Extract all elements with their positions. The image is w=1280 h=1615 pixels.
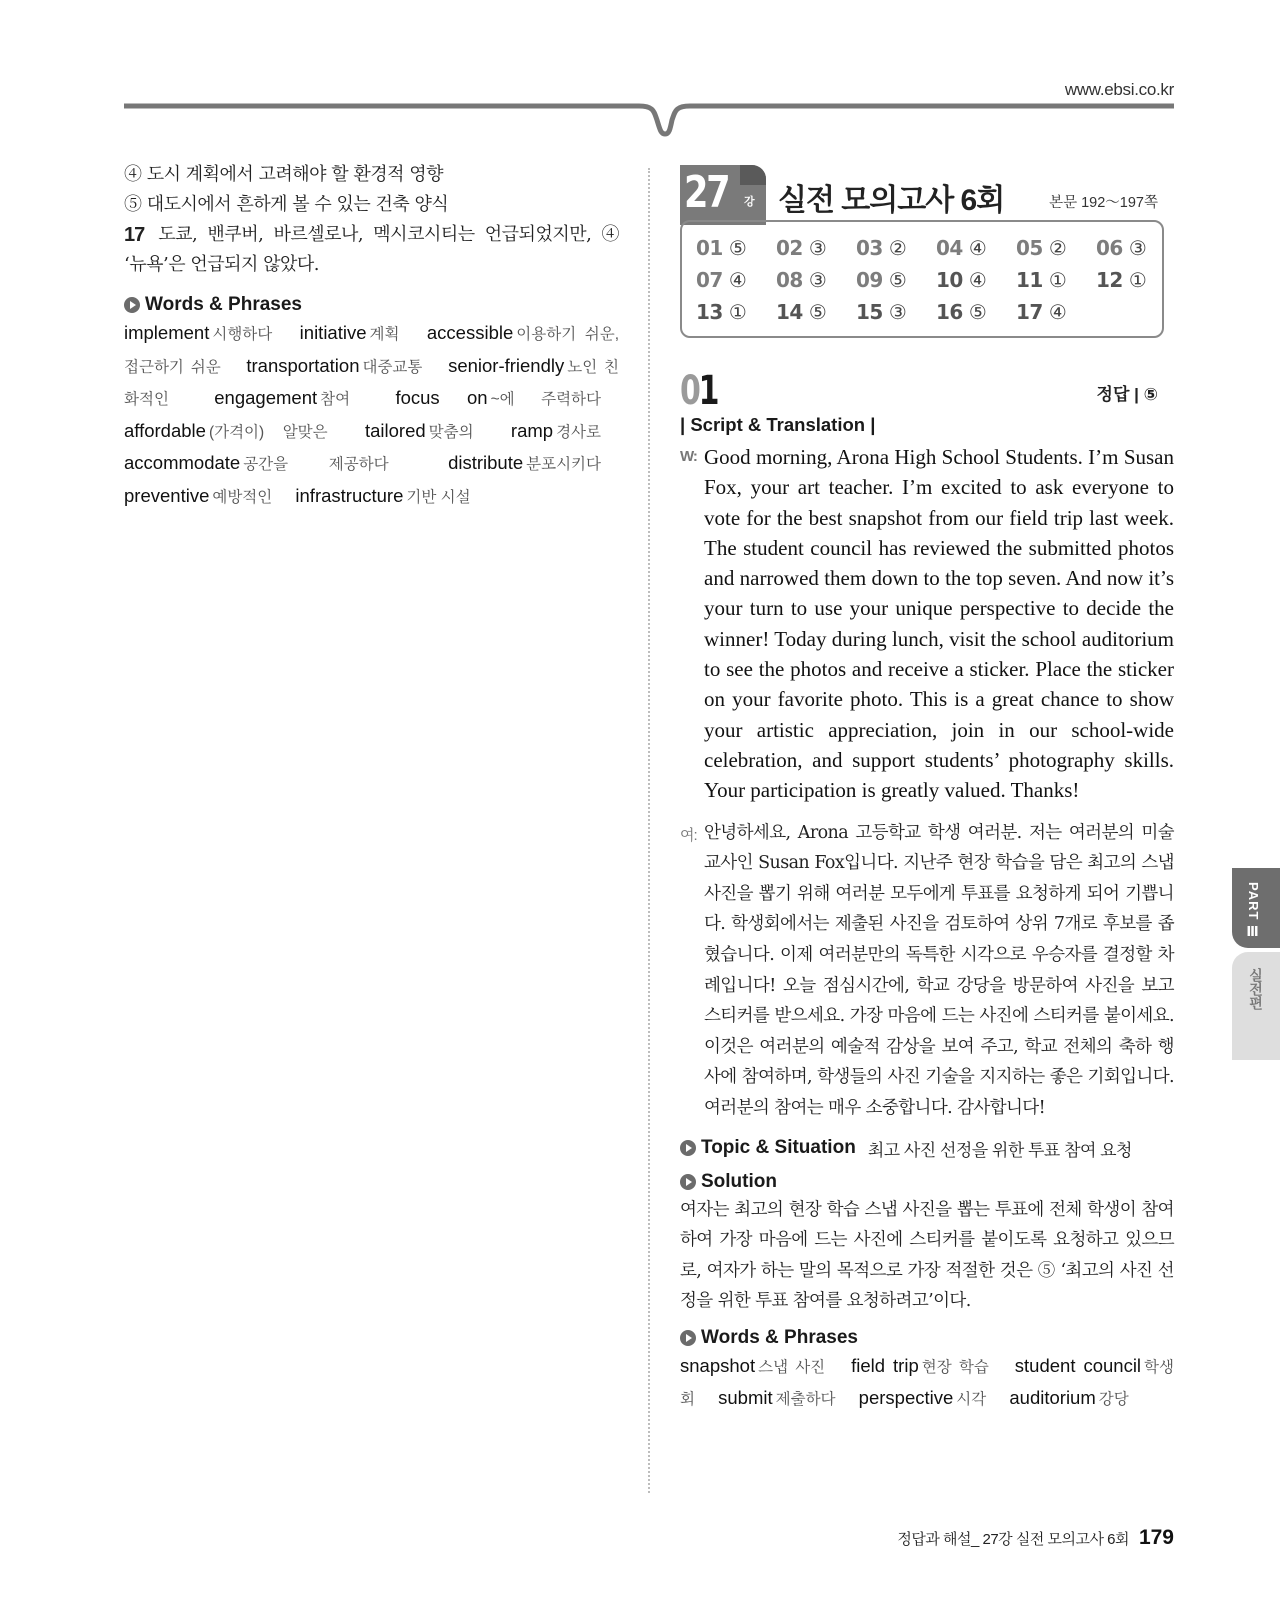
word-ko: 강당 xyxy=(1098,1391,1129,1408)
word-en: snapshot xyxy=(680,1354,756,1376)
word-en: perspective xyxy=(858,1387,954,1408)
answer-item: 05 ② xyxy=(1016,236,1067,260)
play-bullet-icon xyxy=(680,1330,696,1346)
left-words-list xyxy=(124,318,619,513)
script-korean xyxy=(680,818,1174,1124)
word-en: accessible xyxy=(426,322,514,343)
speaker-label-ko: 여: xyxy=(680,826,697,844)
script-en-text: Good morning, Arona High School Students. I’m Susan Fox, your art teacher. I’m excited to ask everyone to vote for the best snapshot from our field trip last week. The student council has reviewed the submitted photos and narrowed them down to the top seven. And now it’s your turn to use your unique perspective to decide the winner! Today during lunch, visit the school auditorium to see the photos and receive a sticker. Place the sticker on your favorite photo. This is a great chance to show your artistic appreciation, join in our school-wide celebration, and support students’ photography skills. Your participation is greatly valued. Thanks! xyxy=(704,445,1174,803)
word-ko: 분포시키다 xyxy=(526,456,602,473)
site-url: www.ebsi.co.kr xyxy=(1064,80,1174,99)
solution-text: 여자는 최고의 현장 학습 스냅 사진을 뽑는 투표에 전체 학생이 참여하여 가장 마음에 드는 사진에 스티커를 붙이도록 요청하고 있으므로, 여자가 하는 말의 목적으로 가장 적절한 것은 ⑤ ‘최고의 사진 선정을 위한 투표 참여를 요청하려고’이다. xyxy=(680,1199,1174,1311)
page-footer xyxy=(897,1526,1174,1550)
option-4-line: ④ 도시 계획에서 고려해야 할 환경적 영향 xyxy=(124,164,444,185)
word-ko: 계획 xyxy=(369,326,400,343)
word-en: distribute xyxy=(448,452,524,473)
word-en: initiative xyxy=(299,322,367,343)
solution-label: Solution xyxy=(701,1170,777,1192)
page-number: 179 xyxy=(1138,1526,1174,1549)
right-column xyxy=(680,165,1174,1416)
topic-label: Topic & Situation xyxy=(701,1137,856,1158)
play-bullet-icon xyxy=(124,297,140,313)
answer-key-box xyxy=(680,220,1164,338)
lesson-header xyxy=(680,165,1174,220)
word-ko: 경사로 xyxy=(556,423,601,441)
answer-item: 17 ④ xyxy=(1016,300,1067,324)
solution-heading xyxy=(680,1171,1174,1193)
word-en: implement xyxy=(124,322,210,343)
q17-explanation-line2: ‘뉴욕’은 언급되지 않았다. xyxy=(124,254,319,275)
word-ko: 시행하다 xyxy=(212,326,273,343)
word-ko: 시각 xyxy=(956,1391,987,1408)
q17-number: 17 xyxy=(124,224,145,246)
lesson-title: 실전 모의고사 6회 xyxy=(778,184,1005,217)
word-ko: 이용하기 쉬운, 접근하기 쉬운 xyxy=(124,326,620,376)
speaker-label-en: W: xyxy=(680,448,697,465)
word-ko: 기반 시설 xyxy=(406,488,471,506)
answer-item: 10 ④ xyxy=(936,268,987,292)
word-en: infrastructure xyxy=(295,484,404,506)
word-en: engagement xyxy=(214,387,318,408)
words-heading-label: Words & Phrases xyxy=(701,1326,858,1348)
word-ko: 참여 xyxy=(320,391,351,408)
word-ko: 대중교통 xyxy=(362,358,423,376)
word-ko: 스냅 사진 xyxy=(758,1358,826,1376)
word-ko: 제출하다 xyxy=(775,1391,836,1408)
play-bullet-icon xyxy=(680,1140,696,1156)
answer-item: 08 ③ xyxy=(776,268,827,292)
q17-text-line1: 도쿄, 밴쿠버, 바르셀로나, 멕시코시티는 언급되었지만, ④ xyxy=(158,224,619,245)
word-en: submit xyxy=(718,1387,773,1408)
answer-item: 13 ① xyxy=(696,300,747,324)
answer-item: 07 ④ xyxy=(696,268,747,292)
side-tab-part-label: PART Ⅲ xyxy=(1246,882,1261,942)
left-column xyxy=(124,160,619,513)
lesson-unit: 강 xyxy=(744,196,755,208)
side-tab-part[interactable] xyxy=(1232,868,1280,948)
word-en: preventive xyxy=(124,484,210,506)
side-tab-section[interactable] xyxy=(1232,952,1280,1060)
answer-item: 16 ⑤ xyxy=(936,300,987,324)
answer-item: 01 ⑤ xyxy=(696,236,747,260)
answer-item: 12 ① xyxy=(1096,268,1147,292)
script-translation-label: | Script & Translation | xyxy=(680,414,876,435)
word-ko: 학생회 xyxy=(680,1358,1174,1408)
word-ko: 공간을 제공하다 xyxy=(243,456,389,473)
side-tab-section-label: 실전편 xyxy=(1248,968,1264,1010)
answer-item: 11 ① xyxy=(1016,268,1067,292)
word-en: focus on xyxy=(395,387,488,408)
right-words-heading xyxy=(680,1327,1174,1349)
word-en: transportation xyxy=(246,354,360,376)
question-header xyxy=(680,368,1174,414)
words-heading-label: Words & Phrases xyxy=(145,294,302,315)
answer-item: 04 ④ xyxy=(936,236,987,260)
lesson-number: 27 xyxy=(684,167,729,218)
question-number: 01 xyxy=(680,368,718,414)
word-ko: 맞춤의 xyxy=(428,423,474,441)
left-words-heading xyxy=(124,294,619,316)
q17-explanation-line1 xyxy=(124,220,619,250)
word-en: tailored xyxy=(364,419,426,441)
script-ko-text: 안녕하세요, Arona 고등학교 학생 여러분. 저는 여러분의 미술 교사인 Susan Fox입니다. 지난주 현장 학습을 담은 최고의 스냅 사진을 뽑기 위해 여러분 모두에게 투표를 요청하게 되어 기쁩니다. 학생회에서는 제출된 사진을 검토하여 상위 7개로 후보를 좁혔습니다. 이제 여러분만의 독특한 시각으로 우승자를 결정할 차례입니다! 오늘 점심시간에, 학교 강당을 방문하여 사진을 보고 스티커를 받으세요. 가장 마음에 드는 사진에 스티커를 붙이세요. 이것은 여러분의 예술적 감상을 보여 주고, 학교 전체의 축하 행사에 참여하며, 학생들의 사진 기술을 지지하는 좋은 기회입니다. 여러분의 참여는 매우 소중합니다. 감사합니다! xyxy=(704,822,1174,1118)
word-en: student council xyxy=(1014,1354,1142,1376)
answer-item: 06 ③ xyxy=(1096,236,1147,260)
word-en: accommodate xyxy=(124,452,241,473)
word-en: ramp xyxy=(510,419,554,441)
answer-item: 09 ⑤ xyxy=(856,268,907,292)
answer-item: 14 ⑤ xyxy=(776,300,827,324)
answer-item: 02 ③ xyxy=(776,236,827,260)
right-words-list xyxy=(680,1351,1174,1416)
lesson-tab-accent xyxy=(740,165,766,185)
word-en: field trip xyxy=(851,1354,919,1376)
word-ko: 현장 학습 xyxy=(921,1358,989,1376)
word-en: affordable xyxy=(124,419,206,441)
option-5-line: ⑤ 대도시에서 흔하게 볼 수 있는 건축 양식 xyxy=(124,194,449,215)
word-ko: 노인 친화적인 xyxy=(124,358,620,408)
question-answer: 정답 | ⑤ xyxy=(1096,385,1158,404)
header-rule-divider xyxy=(124,100,1174,140)
footer-text: 정답과 해설_ 27강 실전 모의고사 6회 xyxy=(897,1531,1129,1548)
answer-item: 15 ③ xyxy=(856,300,907,324)
topic-situation xyxy=(680,1136,1174,1161)
topic-text: 최고 사진 선정을 위한 투표 참여 요청 xyxy=(867,1140,1132,1160)
word-ko: ~에 주력하다 xyxy=(490,391,602,408)
word-en: senior-friendly xyxy=(448,354,565,376)
column-divider xyxy=(648,168,650,1493)
script-english xyxy=(680,442,1174,806)
word-ko: 예방적인 xyxy=(212,488,273,506)
word-en: auditorium xyxy=(1009,1387,1096,1408)
answer-item: 03 ② xyxy=(856,236,907,260)
word-ko: (가격이) 알맞은 xyxy=(208,423,328,441)
play-bullet-icon xyxy=(680,1174,696,1190)
lesson-page-range: 본문 192～197쪽 xyxy=(1049,195,1158,211)
